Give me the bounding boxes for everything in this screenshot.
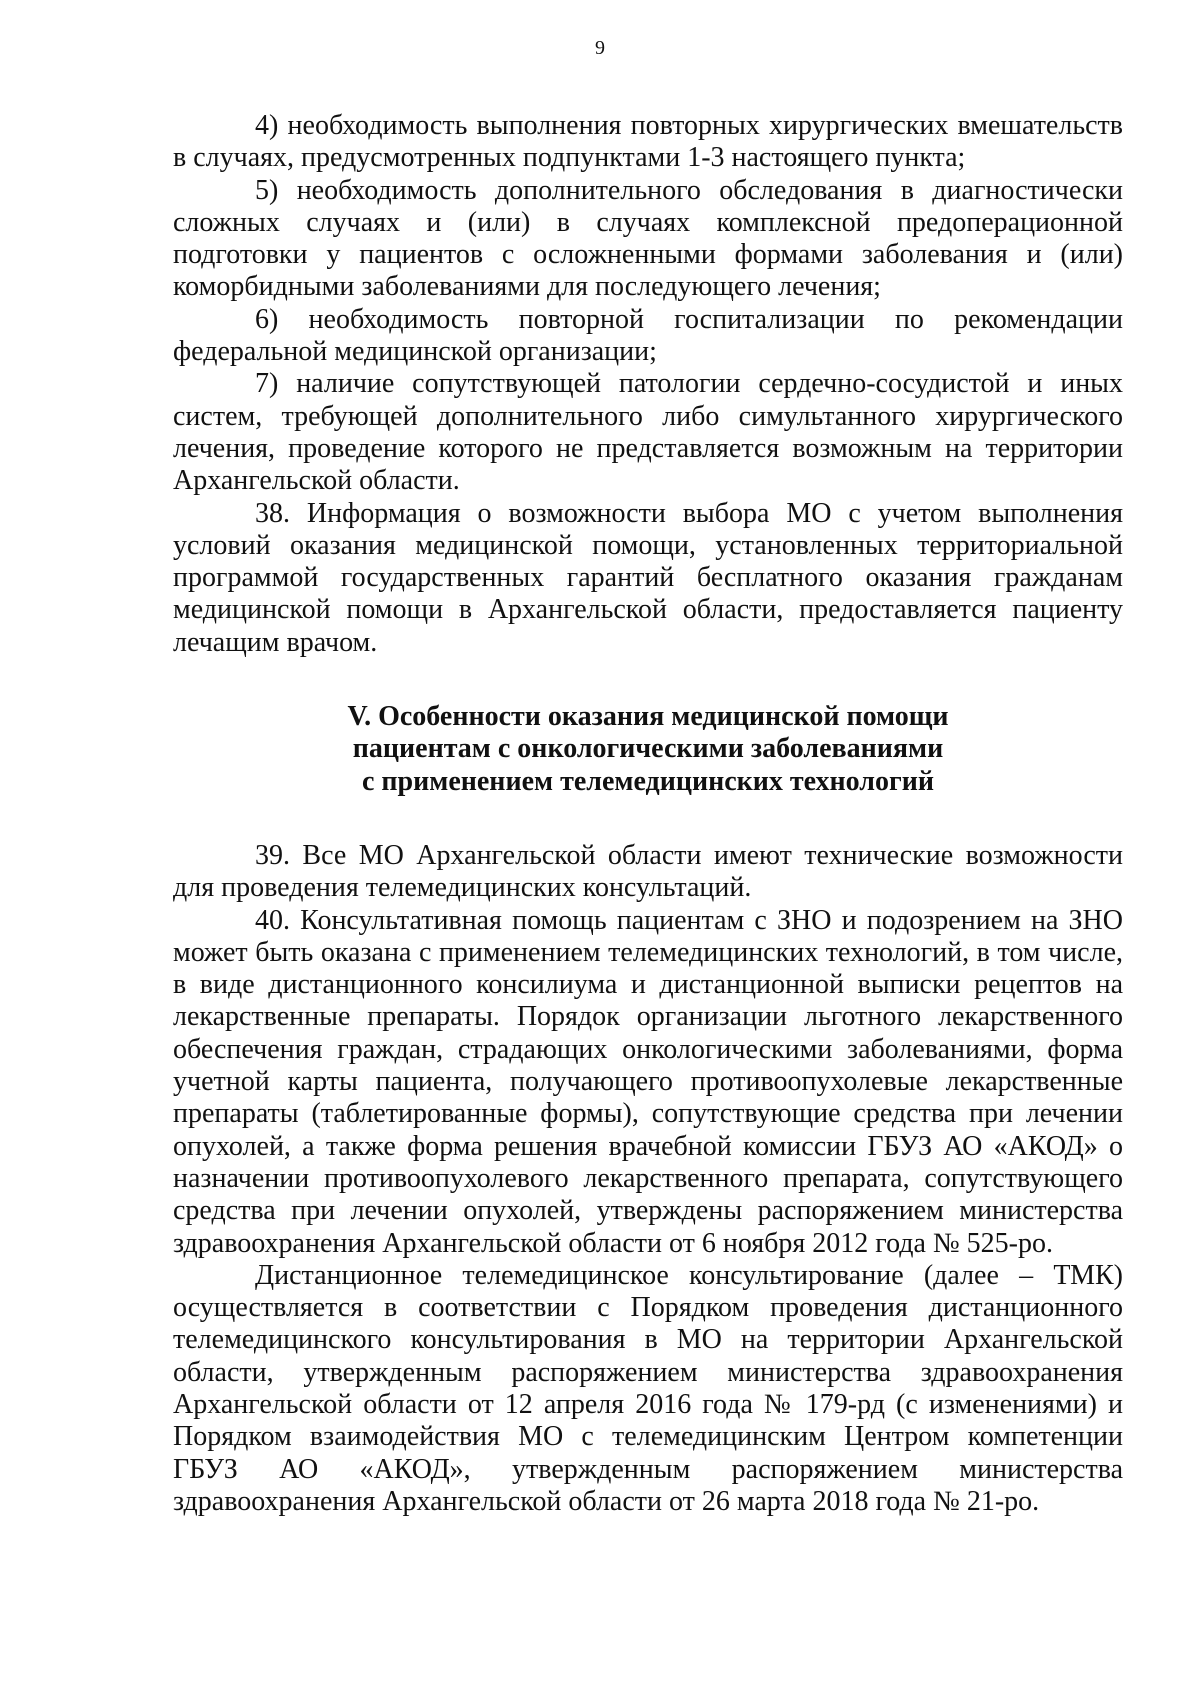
page-number: 9 [595, 37, 605, 59]
subpoint-5: 5) необходимость дополнительного обследования в диагностически сложных случаях и (или) в случаях комплексной предоперационной подготовки у пациентов с осложненными формами заболевания и (или) коморбидными заболеваниями для последующего лечения; [173, 174, 1123, 303]
point-38: 38. Информация о возможности выбора МО с учетом выполнения условий оказания медицинской помощи, установленных территориальной программой государственных гарантий бесплатного оказания гражданам медицинской помощи в Архангельской области, предоставляется пациенту лечащим врачом. [173, 497, 1123, 658]
subpoint-4: 4) необходимость выполнения повторных хирургических вмешательств в случаях, предусмотренных подпунктами 1-3 настоящего пункта; [173, 110, 1123, 174]
section-heading-line-1: V. Особенности оказания медицинской помощи [347, 701, 949, 733]
point-40: 40. Консультативная помощь пациентам с ЗНО и подозрением на ЗНО может быть оказана с применением телемедицинских технологий, в том числе, в виде дистанционного консилиума и дистанционной выписки рецептов на лекарственные препараты. Порядок организации льготного лекарственного обеспечения граждан, страдающих онкологическими заболеваниями, форма учетной карты пациента, получающего противоопухолевые лекарственные препараты (таблетированные формы), сопутствующие средства при лечении опухолей, а также форма решения врачебной комиссии ГБУЗ АО «АКОД» о назначении противоопухолевого лекарственного препарата, сопутствующего средства при лечении опухолей, утверждены распоряжением министерства здравоохранения Архангельской области от 6 ноября 2012 года № 525-ро. [173, 904, 1123, 1259]
subpoint-6: 6) необходимость повторной госпитализации по рекомендации федеральной медицинской организации; [173, 303, 1123, 368]
section-heading-line-2: пациентам с онкологическими заболеваниями [352, 733, 944, 765]
tmk-paragraph: Дистанционное телемедицинское консультирование (далее – ТМК) осуществляется в соответствии с Порядком проведения дистанционного телемедицинского консультирования в МО на территории Архангельской области, утвержденным распоряжением министерства здравоохранения Архангельской области от 12 апреля 2016 года № 179-рд (с изменениями) и Порядком взаимодействия МО с телемедицинским Центром компетенции ГБУЗ АО «АКОД», утвержденным распоряжением министерства здравоохранения Архангельской области от 26 марта 2018 года № 21-ро. [173, 1259, 1123, 1517]
document-body [173, 110, 1123, 1518]
section-heading [173, 701, 1123, 798]
section-heading-line-3: с применением телемедицинских технологий [361, 765, 934, 797]
subpoint-7: 7) наличие сопутствующей патологии сердечно-сосудистой и иных систем, требующей дополнительного либо симультанного хирургического лечения, проведение которого не представляется возможным на территории Архангельской области. [173, 368, 1123, 497]
point-39: 39. Все МО Архангельской области имеют технические возможности для проведения телемедицинских консультаций. [173, 839, 1123, 904]
